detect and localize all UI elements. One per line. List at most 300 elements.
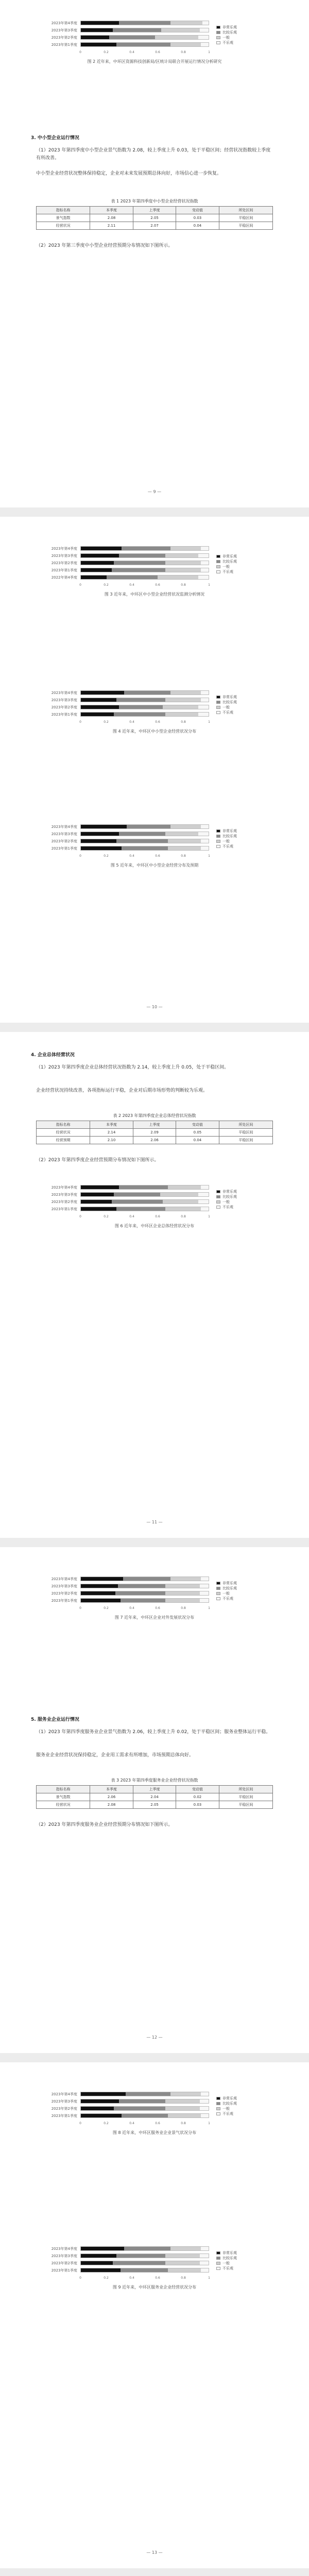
bar-segment	[81, 846, 122, 850]
bar-segment	[165, 554, 198, 557]
axis-tick-label: 0	[79, 2276, 81, 2280]
bar-segment	[168, 2268, 201, 2272]
bar-segment	[200, 2107, 209, 2110]
axis-tick-label: 0.2	[104, 854, 109, 858]
bar-segment	[202, 21, 209, 25]
bar-segment	[165, 2107, 200, 2110]
legend-label: 比较乐观	[222, 560, 237, 564]
bar-segment	[201, 2092, 209, 2096]
chart-legend	[216, 25, 268, 45]
table-header-cell: 本季度	[90, 1121, 133, 1129]
chart-x-axis	[80, 1606, 209, 1611]
bar-segment	[81, 1185, 119, 1189]
bar-segment	[127, 825, 170, 828]
bar-segment	[170, 21, 202, 25]
axis-tick-label: 1	[208, 854, 210, 858]
legend-label: 非常乐观	[222, 695, 237, 699]
stacked-bar	[80, 1207, 209, 1211]
bar-segment	[81, 2107, 114, 2110]
legend-swatch	[216, 1190, 220, 1193]
paragraph: 中小型企业经营状况整体保持稳定，企业对未来发展预期总体向好，市场信心进一步恢复。	[36, 171, 222, 176]
table-cell: 2.11	[90, 222, 133, 230]
bar-segment	[115, 1591, 165, 1595]
chart-category-label: 2023年第2季度	[51, 1200, 77, 1204]
page-number: — 9 —	[147, 489, 162, 494]
paragraph: （1）2023 年第四季度企业总体经营状况指数为 2.14，较上季度上升 0.05，处于平稳区间。	[36, 1065, 229, 1070]
legend-label: 比较乐观	[222, 2256, 237, 2260]
axis-tick-label: 0.2	[104, 50, 109, 54]
legend-item	[216, 844, 268, 849]
bar-segment	[81, 36, 109, 39]
bar-segment	[165, 832, 198, 836]
table-cell: 2.05	[133, 214, 176, 222]
legend-item	[216, 2096, 268, 2101]
bar-segment	[119, 21, 170, 25]
axis-tick-label: 0.4	[129, 1215, 134, 1218]
legend-swatch	[216, 1587, 220, 1590]
bar-segment	[201, 691, 209, 694]
axis-tick-label: 0.8	[181, 1215, 186, 1218]
table-cell: 平稳区间	[219, 1801, 272, 1809]
table-header-cell: 上季度	[133, 207, 176, 214]
legend-item	[216, 834, 268, 839]
bar-segment	[165, 2261, 200, 2265]
page-separator	[0, 1538, 309, 1547]
chart-category-label: 2023年第1季度	[51, 846, 77, 851]
bar-segment	[165, 2254, 200, 2258]
table-header-cell: 变动值	[176, 1121, 219, 1129]
legend-label: 非常乐观	[222, 1190, 237, 1194]
chart-caption: 图 2 近年来，中环区资源科技创新局/区统计局联合开展运行情况分析研究	[87, 59, 222, 64]
bar-segment	[81, 825, 127, 828]
stacked-bar-chart-2	[41, 546, 268, 634]
chart-category-label: 2022年第4季度	[51, 575, 77, 580]
legend-label: 非常乐观	[222, 25, 237, 29]
bar-segment	[119, 832, 165, 836]
bar-segment	[81, 839, 116, 843]
bar-segment	[81, 1577, 123, 1581]
bar-segment	[200, 1584, 209, 1588]
chart-category-label: 2023年第4季度	[51, 1577, 77, 1581]
axis-tick-label: 0.2	[104, 1606, 109, 1610]
axis-tick-label: 1	[208, 2122, 210, 2125]
chart-category-label: 2023年第4季度	[51, 691, 77, 695]
bar-segment	[114, 713, 165, 716]
table-header-cell: 上季度	[133, 1121, 176, 1129]
legend-label: 一般	[222, 36, 230, 40]
stacked-bar	[80, 1192, 209, 1197]
chart-row	[41, 546, 268, 551]
table-caption: 表 3 2023 年第四季度服务业企业经营状况指数	[111, 1778, 198, 1783]
bar-segment	[200, 2261, 209, 2265]
stacked-bar	[80, 2261, 209, 2265]
table-cell: 0.04	[176, 222, 219, 230]
legend-swatch	[216, 2262, 220, 2265]
chart-category-label: 2023年第1季度	[51, 1599, 77, 1603]
chart-category-label: 2023年第3季度	[51, 1193, 77, 1197]
bar-segment	[81, 698, 116, 702]
chart-x-axis	[80, 1215, 209, 1219]
bar-segment	[201, 43, 209, 46]
table-cell: 平稳区间	[219, 1137, 272, 1144]
bar-segment	[201, 2247, 209, 2250]
axis-tick-label: 0.4	[129, 2276, 134, 2280]
stacked-bar-chart-6	[41, 1577, 268, 1654]
data-table	[36, 1785, 273, 1809]
bar-segment	[170, 547, 201, 550]
axis-tick-label: 0.2	[104, 2276, 109, 2280]
legend-swatch	[216, 1597, 220, 1600]
legend-swatch	[216, 711, 220, 714]
bar-segment	[81, 568, 112, 572]
legend-label: 非常乐观	[222, 554, 237, 558]
bar-segment	[200, 1591, 209, 1595]
table-cell: 平稳区间	[219, 1793, 272, 1801]
legend-swatch	[216, 840, 220, 843]
bar-segment	[165, 698, 201, 702]
axis-tick-label: 0.6	[155, 583, 160, 587]
bar-segment	[198, 36, 209, 39]
table-header-cell: 本季度	[90, 207, 133, 214]
bar-segment	[81, 2092, 126, 2096]
legend-item	[216, 559, 268, 564]
legend-item	[216, 554, 268, 559]
bar-segment	[122, 2114, 167, 2117]
axis-tick-label: 0	[79, 854, 81, 858]
chart-caption: 图 8 近年来，中环区服务业企业景气状况分布	[112, 2130, 197, 2135]
bar-segment	[81, 1200, 112, 1204]
chart-legend	[216, 694, 268, 715]
table-cell: 0.03	[176, 214, 219, 222]
bar-segment	[201, 1185, 209, 1189]
legend-label: 不乐观	[222, 1205, 233, 1209]
axis-tick-label: 0.4	[129, 1606, 134, 1610]
chart-category-label: 2023年第3季度	[51, 1584, 77, 1588]
bar-segment	[198, 832, 209, 836]
bar-segment	[158, 575, 198, 579]
axis-tick-label: 0	[79, 50, 81, 54]
stacked-bar-chart-7	[41, 2092, 268, 2169]
legend-swatch	[216, 565, 220, 568]
bar-segment	[201, 561, 209, 565]
chart-x-axis	[80, 583, 209, 587]
bar-segment	[81, 2247, 124, 2250]
bar-segment	[116, 698, 165, 702]
bar-segment	[124, 691, 170, 694]
legend-item	[216, 1199, 268, 1205]
stacked-bar	[80, 690, 209, 695]
legend-swatch	[216, 31, 220, 34]
bar-segment	[163, 1200, 198, 1204]
stacked-bar	[80, 712, 209, 717]
bar-segment	[81, 705, 119, 709]
data-table	[36, 206, 273, 230]
legend-label: 一般	[222, 2107, 230, 2111]
legend-item	[216, 1586, 268, 1591]
stacked-bar	[80, 2099, 209, 2104]
axis-tick-label: 1	[208, 2276, 210, 2280]
legend-item	[216, 1596, 268, 1601]
chart-category-label: 2023年第4季度	[51, 21, 77, 25]
axis-tick-label: 0.8	[181, 1606, 186, 1610]
stacked-bar	[80, 575, 209, 580]
stacked-bar-chart-5	[41, 1185, 268, 1262]
bar-segment	[168, 2114, 201, 2117]
axis-tick-label: 0.6	[155, 1606, 160, 1610]
table-header-cell: 本季度	[90, 1786, 133, 1793]
bar-segment	[113, 28, 161, 32]
legend-label: 不乐观	[222, 2112, 233, 2116]
axis-tick-label: 0.6	[155, 2276, 160, 2280]
legend-swatch	[216, 555, 220, 558]
table-cell: 景气指数	[37, 1793, 90, 1801]
axis-tick-label: 0	[79, 583, 81, 587]
bar-segment	[126, 2092, 170, 2096]
chart-category-label: 2023年第2季度	[51, 2107, 77, 2111]
legend-swatch	[216, 560, 220, 563]
stacked-bar	[80, 839, 209, 843]
legend-item	[216, 2101, 268, 2106]
legend-item	[216, 700, 268, 705]
chart-category-label: 2023年第1季度	[51, 2268, 77, 2273]
paragraph: （1）2023 年第四季度中小型企业景气指数为 2.08，较上季度上升 0.03，处于平稳区间；经营状况指数较上季度有所改善。	[36, 148, 271, 161]
bar-segment	[81, 575, 107, 579]
legend-label: 不乐观	[222, 2266, 233, 2270]
legend-label: 一般	[222, 1591, 230, 1596]
chart-x-axis	[80, 2276, 209, 2280]
table-row	[37, 214, 273, 222]
stacked-bar-chart-3	[41, 690, 268, 768]
stacked-bar	[80, 846, 209, 851]
bar-segment	[112, 1200, 163, 1204]
legend-label: 不乐观	[222, 570, 233, 574]
bar-segment	[81, 21, 119, 25]
axis-tick-label: 0.6	[155, 720, 160, 724]
bar-segment	[170, 43, 201, 46]
legend-item	[216, 35, 268, 40]
legend-label: 一般	[222, 2261, 230, 2265]
table-cell: 2.10	[90, 1137, 133, 1144]
chart-x-axis	[80, 2122, 209, 2126]
legend-item	[216, 828, 268, 834]
table-cell: 2.07	[133, 222, 176, 230]
bar-segment	[81, 1207, 116, 1211]
bar-segment	[81, 2254, 116, 2258]
table-row	[37, 1137, 273, 1144]
legend-item	[216, 2106, 268, 2111]
chart-x-axis	[80, 50, 209, 55]
bar-segment	[81, 713, 114, 716]
table-cell: 2.05	[133, 1801, 176, 1809]
stacked-bar	[80, 2268, 209, 2273]
chart-legend	[216, 2096, 268, 2116]
axis-tick-label: 1	[208, 583, 210, 587]
legend-label: 一般	[222, 565, 230, 569]
legend-label: 比较乐观	[222, 834, 237, 838]
stacked-bar	[80, 1598, 209, 1603]
axis-tick-label: 0.4	[129, 2122, 134, 2125]
stacked-bar	[80, 2092, 209, 2096]
bar-segment	[200, 28, 209, 32]
table-header-cell: 变动值	[176, 207, 219, 214]
bar-segment	[165, 2099, 200, 2103]
chart-legend	[216, 2250, 268, 2271]
legend-swatch	[216, 1200, 220, 1204]
axis-tick-label: 0.2	[104, 583, 109, 587]
stacked-bar	[80, 568, 209, 572]
paragraph: （2）2023 年第四季度企业经营预期分布情况如下图所示。	[36, 1158, 159, 1163]
table-cell: 平稳区间	[219, 1129, 272, 1137]
paragraph: （2）2023 年第四季度服务业企业经营预期分布情况如下图所示。	[36, 1822, 173, 1827]
stacked-bar	[80, 2106, 209, 2111]
table-cell: 平稳区间	[219, 214, 272, 222]
bar-segment	[201, 839, 209, 843]
legend-swatch	[216, 2267, 220, 2270]
legend-item	[216, 40, 268, 45]
axis-tick-label: 0.8	[181, 50, 186, 54]
bar-segment	[170, 825, 201, 828]
stacked-bar	[80, 1584, 209, 1588]
table-cell: 2.06	[90, 1793, 133, 1801]
bar-segment	[122, 846, 167, 850]
page-number: — 12 —	[146, 2035, 163, 2040]
stacked-bar	[80, 824, 209, 829]
legend-swatch	[216, 701, 220, 704]
legend-item	[216, 2266, 268, 2271]
section-heading: 5. 服务业企业运行情况	[31, 1717, 79, 1722]
table-header-cell: 上季度	[133, 1786, 176, 1793]
axis-tick-label: 0	[79, 720, 81, 724]
axis-tick-label: 0.8	[181, 854, 186, 858]
section-heading: 3. 中小型企业运行情况	[31, 135, 79, 141]
legend-item	[216, 30, 268, 35]
axis-tick-label: 0.4	[129, 720, 134, 724]
legend-item	[216, 564, 268, 569]
legend-item	[216, 694, 268, 700]
bar-segment	[122, 547, 170, 550]
bar-segment	[81, 28, 113, 32]
bar-segment	[155, 36, 198, 39]
legend-item	[216, 2111, 268, 2116]
bar-segment	[165, 1207, 201, 1211]
chart-category-label: 2023年第4季度	[51, 825, 77, 829]
table-header-cell: 所处区间	[219, 207, 272, 214]
chart-caption: 图 9 近年来，中环区服务业企业经营状况分布	[112, 2285, 197, 2290]
legend-item	[216, 1591, 268, 1596]
page-number: — 13 —	[146, 2550, 163, 2555]
legend-label: 非常乐观	[222, 1581, 237, 1585]
chart-category-label: 2023年第2季度	[51, 561, 77, 565]
legend-swatch	[216, 1195, 220, 1198]
table-cell: 景气指数	[37, 214, 90, 222]
chart-category-label: 2023年第3季度	[51, 554, 77, 558]
table-row	[37, 1793, 273, 1801]
table-cell: 经营状况	[37, 1801, 90, 1809]
data-table	[36, 1121, 273, 1144]
bar-segment	[81, 2099, 119, 2103]
page-number: — 10 —	[146, 1005, 163, 1009]
bar-segment	[165, 713, 198, 716]
paragraph: （1）2023 年第四季度服务业企业景气指数为 2.06，较上季度上升 0.02，处于平稳区间；服务业整体运行平稳。	[36, 1730, 271, 1735]
legend-label: 比较乐观	[222, 1586, 237, 1590]
bar-segment	[170, 1577, 201, 1581]
bar-segment	[201, 846, 209, 850]
bar-segment	[81, 1193, 114, 1196]
axis-tick-label: 0.8	[181, 2276, 186, 2280]
bar-segment	[201, 825, 209, 828]
section-heading: 4. 企业总体经营状况	[31, 1053, 75, 1058]
chart-legend	[216, 1581, 268, 1601]
table-cell: 0.05	[176, 1129, 219, 1137]
chart-caption: 图 6 近年来，中环区企业总体经营状况分布	[114, 1224, 195, 1228]
table-cell: 经营预期	[37, 1137, 90, 1144]
bar-segment	[200, 2254, 209, 2258]
stacked-bar	[80, 2253, 209, 2258]
stacked-bar	[80, 28, 209, 32]
legend-item	[216, 710, 268, 715]
bar-segment	[168, 839, 201, 843]
chart-row	[41, 575, 268, 580]
legend-item	[216, 2256, 268, 2261]
legend-swatch	[216, 706, 220, 709]
bar-segment	[163, 705, 198, 709]
bar-segment	[170, 2092, 201, 2096]
table-cell: 2.08	[90, 1801, 133, 1809]
bar-segment	[119, 705, 162, 709]
bar-segment	[81, 1599, 121, 1602]
legend-label: 不乐观	[222, 1597, 233, 1601]
table-caption: 表 2 2023 年第四季度企业总体经营状况指数	[113, 1113, 196, 1118]
chart-x-axis	[80, 720, 209, 724]
chart-category-label: 2023年第2季度	[51, 705, 77, 709]
legend-swatch	[216, 26, 220, 29]
table-row	[37, 1129, 273, 1137]
bar-segment	[107, 575, 158, 579]
legend-swatch	[216, 835, 220, 838]
axis-tick-label: 0.8	[181, 720, 186, 724]
bar-segment	[114, 1193, 160, 1196]
table-cell: 2.06	[133, 1137, 176, 1144]
legend-swatch	[216, 36, 220, 39]
bar-segment	[81, 2268, 121, 2272]
legend-label: 比较乐观	[222, 1195, 237, 1199]
axis-tick-label: 0.2	[104, 2122, 109, 2125]
table-header-cell: 变动值	[176, 1786, 219, 1793]
chart-category-label: 2023年第3季度	[51, 2254, 77, 2258]
bar-segment	[123, 1577, 170, 1581]
bar-segment	[121, 2268, 168, 2272]
chart-category-label: 2023年第3季度	[51, 2099, 77, 2104]
bar-segment	[116, 1207, 165, 1211]
table-header-cell: 指标名称	[37, 1121, 90, 1129]
table-row	[37, 1801, 273, 1809]
bar-segment	[165, 1584, 200, 1588]
legend-swatch	[216, 2107, 220, 2110]
legend-label: 非常乐观	[222, 829, 237, 833]
legend-label: 一般	[222, 705, 230, 709]
page-separator	[0, 1023, 309, 1032]
stacked-bar	[80, 832, 209, 836]
bar-segment	[201, 568, 209, 572]
table-cell: 2.09	[133, 1129, 176, 1137]
legend-swatch	[216, 845, 220, 848]
stacked-bar	[80, 1577, 209, 1581]
page-separator	[0, 507, 309, 517]
table-caption: 表 1 2023 年第四季度中小型企业经营状况指数	[111, 199, 198, 204]
table-cell: 0.03	[176, 1801, 219, 1809]
paragraph: （2）2023 年第三季度中小型企业经营预期分布情况如下图所示。	[36, 243, 173, 248]
bar-segment	[165, 561, 201, 565]
